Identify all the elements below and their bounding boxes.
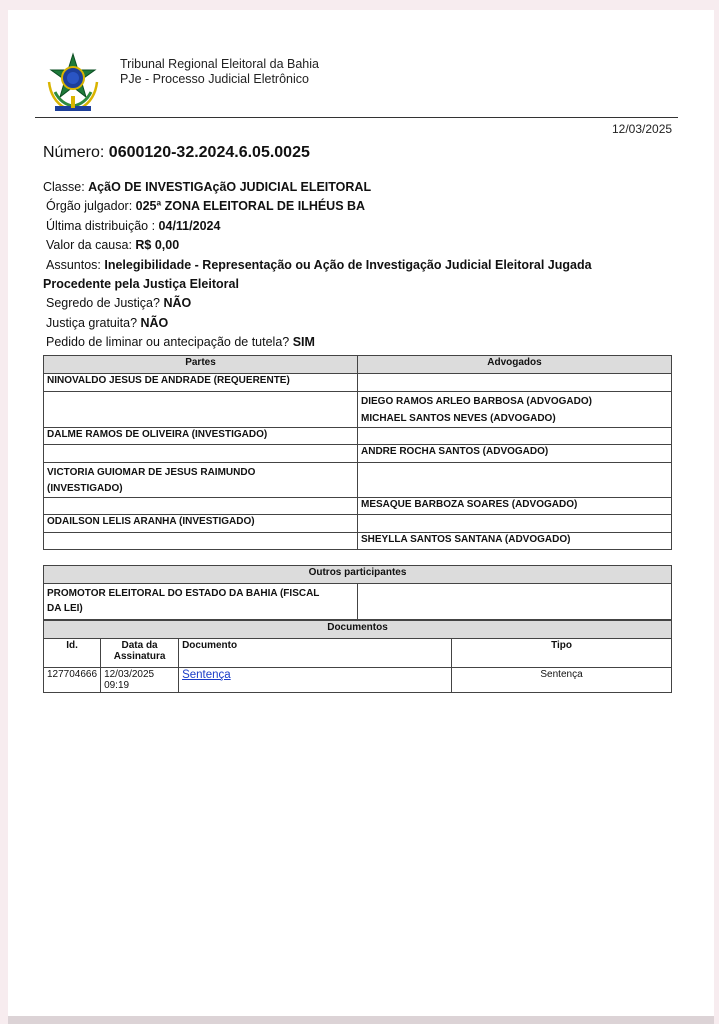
advogado-cell bbox=[358, 374, 672, 392]
advogado-cell bbox=[358, 515, 672, 533]
parte-cell bbox=[44, 445, 358, 463]
parte-cell bbox=[44, 532, 358, 550]
advogado-cell bbox=[358, 427, 672, 445]
col-documento-header: Documento bbox=[179, 639, 452, 668]
classe-row: Classe: AçãO DE INVESTIGAçãO JUDICIAL ELEITORAL bbox=[43, 180, 372, 194]
partes-table bbox=[43, 355, 672, 550]
parte-cell bbox=[44, 391, 358, 427]
parte-cell bbox=[44, 497, 358, 515]
advogado-cell: DIEGO RAMOS ARLEO BARBOSA (ADVOGADO) MICHAEL SANTOS NEVES (ADVOGADO) bbox=[358, 391, 672, 427]
brasil-coat-of-arms-icon bbox=[43, 52, 103, 116]
segredo-row: Segredo de Justiça? NÃO bbox=[46, 296, 192, 311]
col-id-header: Id. bbox=[44, 639, 101, 668]
table-row bbox=[44, 515, 672, 533]
assuntos-row-cont: Procedente pela Justiça Eleitoral bbox=[43, 277, 239, 292]
partes-header: Partes bbox=[44, 356, 358, 374]
parte-cell: NINOVALDO JESUS DE ANDRADE (REQUERENTE) bbox=[44, 374, 358, 392]
valor-row: Valor da causa: R$ 0,00 bbox=[46, 238, 180, 253]
doc-tipo-cell: Sentença bbox=[452, 668, 672, 693]
distribuicao-row: Última distribuição : 04/11/2024 bbox=[46, 218, 221, 233]
parte-cell: VICTORIA GUIOMAR DE JESUS RAIMUNDO (INVESTIGADO) bbox=[44, 462, 358, 497]
advogado-cell: SHEYLLA SANTOS SANTANA (ADVOGADO) bbox=[358, 532, 672, 550]
table-row bbox=[44, 668, 672, 693]
process-number: Número: 0600120-32.2024.6.05.0025 bbox=[43, 144, 310, 161]
parte-cell: ODAILSON LELIS ARANHA (INVESTIGADO) bbox=[44, 515, 358, 533]
doc-id-cell: 127704666 bbox=[44, 668, 101, 693]
sentenca-link[interactable]: Sentença bbox=[182, 669, 231, 681]
table-row bbox=[44, 497, 672, 515]
documentos-table bbox=[43, 620, 672, 693]
table-row bbox=[44, 462, 672, 497]
doc-link-cell bbox=[179, 668, 452, 693]
page-edge bbox=[8, 1016, 714, 1024]
participante-cell: PROMOTOR ELEITORAL DO ESTADO DA BAHIA (FISCAL DA LEI) bbox=[44, 584, 358, 620]
table-row bbox=[44, 427, 672, 445]
doc-date-cell: 12/03/2025 09:19 bbox=[101, 668, 179, 693]
liminar-row: Pedido de liminar ou antecipação de tutela? SIM bbox=[46, 335, 315, 350]
table-row bbox=[44, 584, 672, 620]
print-date: 12/03/2025 bbox=[612, 122, 673, 136]
outros-participantes-table bbox=[43, 565, 672, 620]
table-row bbox=[44, 445, 672, 463]
table-row bbox=[44, 532, 672, 550]
header-text bbox=[120, 57, 319, 87]
table-row bbox=[44, 391, 672, 427]
advogado-cell bbox=[358, 462, 672, 497]
assuntos-row: Assuntos: Inelegibilidade - Representação ou Ação de Investigação Judicial Eleitoral Jugada bbox=[46, 257, 592, 272]
table-row bbox=[44, 374, 672, 392]
process-info bbox=[43, 178, 673, 353]
system-name: PJe - Processo Judicial Eletrônico bbox=[120, 72, 309, 86]
parte-cell: DALME RAMOS DE OLIVEIRA (INVESTIGADO) bbox=[44, 427, 358, 445]
gratuita-row: Justiça gratuita? NÃO bbox=[46, 315, 169, 330]
advogados-header: Advogados bbox=[358, 356, 672, 374]
participante-empty-cell bbox=[358, 584, 672, 620]
orgao-row: Órgão julgador: 025ª ZONA ELEITORAL DE ILHÉUS BA bbox=[46, 199, 366, 214]
header-divider bbox=[35, 117, 678, 118]
col-data-header: Data da Assinatura bbox=[101, 639, 179, 668]
advogado-cell: MESAQUE BARBOZA SOARES (ADVOGADO) bbox=[358, 497, 672, 515]
advogado-cell: ANDRE ROCHA SANTOS (ADVOGADO) bbox=[358, 445, 672, 463]
outros-header: Outros participantes bbox=[44, 566, 672, 584]
documentos-header: Documentos bbox=[44, 621, 672, 639]
col-tipo-header: Tipo bbox=[452, 639, 672, 668]
court-name: Tribunal Regional Eleitoral da Bahia bbox=[120, 57, 319, 71]
